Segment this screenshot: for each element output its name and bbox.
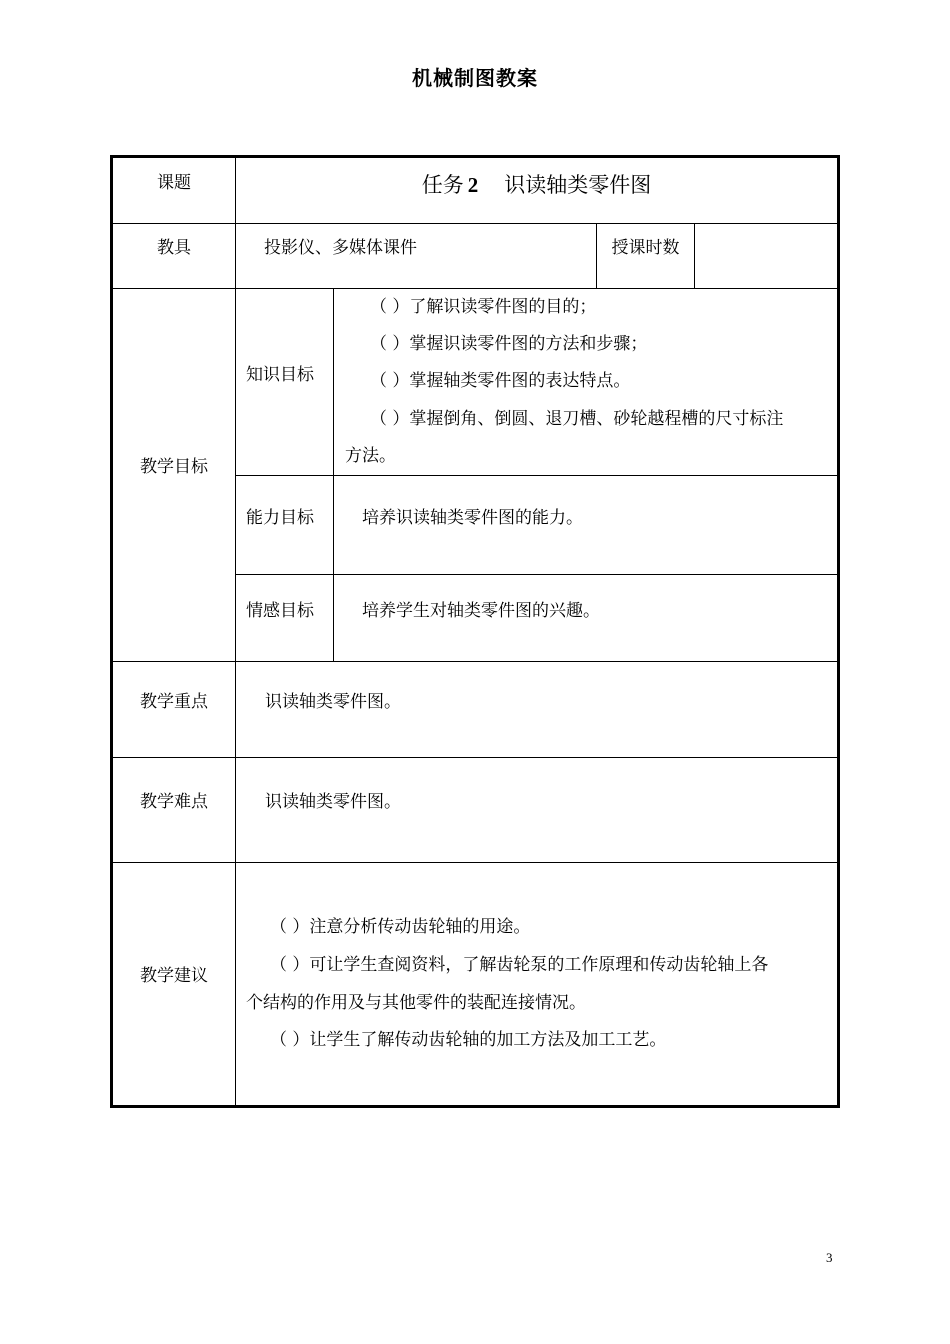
tools-label: 教具 (157, 237, 191, 258)
tools-value: 投影仪、多媒体课件 (264, 237, 417, 258)
knowledge-item-1: （ ）了解识读零件图的目的； (370, 297, 597, 317)
topic-value (236, 157, 837, 213)
suggestions-label: 教学建议 (140, 965, 208, 986)
column-divider-1 (235, 157, 236, 1106)
objectives-label: 教学目标 (140, 456, 208, 477)
knowledge-objective-label: 知识目标 (246, 364, 314, 385)
ability-objective-value: 培养识读轴类零件图的能力。 (362, 507, 583, 528)
emotion-objective-label: 情感目标 (246, 600, 314, 621)
ability-objective-label: 能力目标 (246, 507, 314, 528)
knowledge-item-4-cont: 方法。 (345, 446, 396, 466)
difficulty-value: 识读轴类零件图。 (265, 791, 401, 812)
knowledge-item-3: （ ）掌握轴类零件图的表达特点。 (370, 371, 631, 391)
document-title: 机械制图教案 (412, 66, 538, 90)
suggestion-item-3: （ ）让学生了解传动齿轮轴的加工方法及加工工艺。 (270, 1030, 667, 1050)
knowledge-item-4: （ ）掌握倒角、倒圆、退刀槽、砂轮越程槽的尺寸标注 (370, 409, 784, 429)
table-border-right (837, 155, 840, 1108)
topic-label: 课题 (157, 172, 191, 193)
teaching-hours-label: 授课时数 (611, 237, 680, 258)
suggestion-item-2: （ ）可让学生查阅资料，了解齿轮泵的工作原理和传动齿轮轴上各 (270, 955, 769, 975)
page-number: 3 (826, 1250, 833, 1265)
topic-name: 识读轴类零件图 (504, 172, 652, 197)
knowledge-item-2: （ ）掌握识读零件图的方法和步骤； (370, 334, 648, 354)
topic-prefix: 任务 (421, 172, 464, 197)
emotion-objective-value: 培养学生对轴类零件图的兴趣。 (362, 600, 600, 621)
suggestion-item-1: （ ）注意分析传动齿轮轴的用途。 (270, 917, 531, 937)
suggestion-item-2-cont: 个结构的作用及与其他零件的装配连接情况。 (246, 993, 586, 1013)
teaching-hours-value (695, 224, 837, 272)
topic-number: 2 (467, 172, 479, 197)
difficulty-label: 教学难点 (140, 791, 208, 812)
key-point-value: 识读轴类零件图。 (265, 691, 401, 712)
key-point-label: 教学重点 (140, 691, 208, 712)
table-border-bottom (110, 1105, 840, 1108)
